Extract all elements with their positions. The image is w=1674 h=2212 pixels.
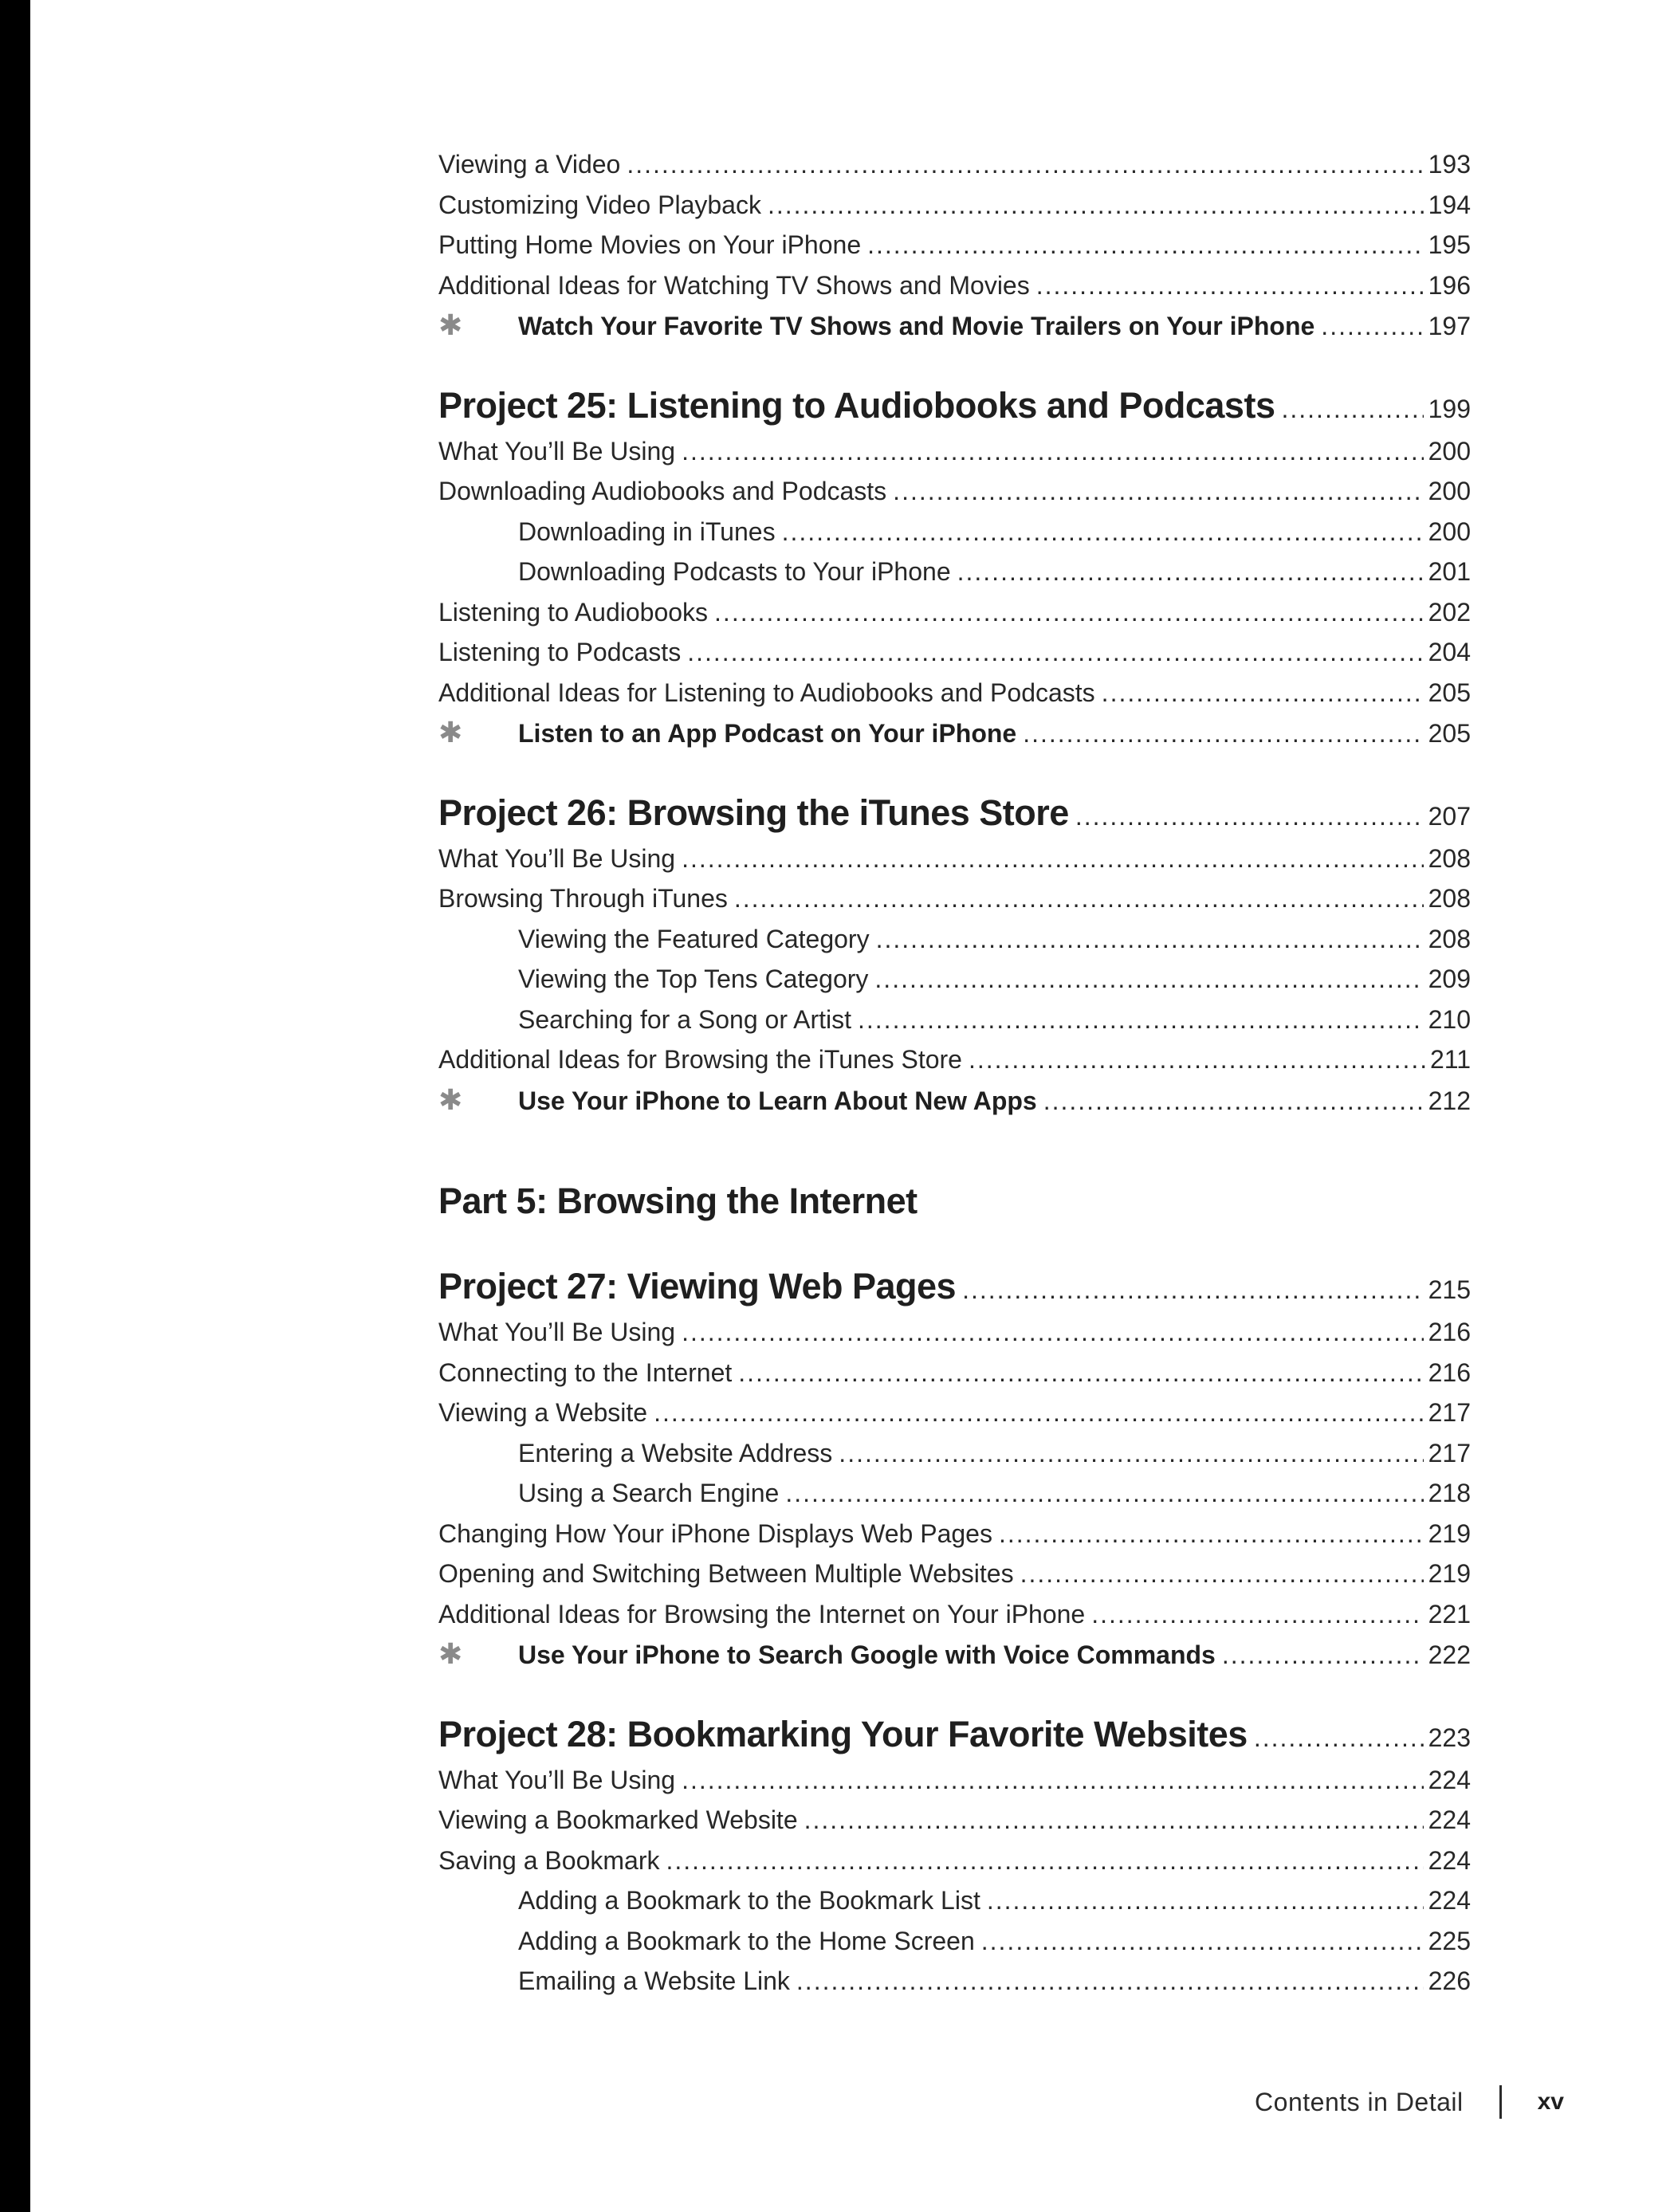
page-number: 204 bbox=[1428, 638, 1471, 666]
toc-subentry-label: Downloading in iTunes bbox=[518, 517, 776, 546]
dot-leader bbox=[687, 632, 1423, 673]
dot-leader bbox=[1091, 1594, 1423, 1635]
dot-leader bbox=[867, 225, 1424, 265]
toc-subentry bbox=[438, 552, 1471, 592]
toc-subentry bbox=[438, 1880, 1471, 1921]
toc-part-heading bbox=[438, 1176, 1471, 1227]
page-number: 208 bbox=[1428, 884, 1471, 913]
page-number: 200 bbox=[1428, 477, 1471, 505]
toc-entry-label: Browsing Through iTunes bbox=[438, 884, 728, 913]
toc-entry-label: Viewing a Website bbox=[438, 1398, 648, 1427]
toc-entry-label: Additional Ideas for Watching TV Shows and Movies bbox=[438, 270, 1030, 300]
toc-subentry-label: Emailing a Website Link bbox=[518, 1966, 790, 1995]
toc-entry bbox=[438, 878, 1471, 919]
toc-entry bbox=[438, 1353, 1471, 1393]
dot-leader bbox=[738, 1353, 1423, 1393]
dot-leader bbox=[981, 1921, 1424, 1962]
toc-entry-label: Listening to Podcasts bbox=[438, 638, 682, 666]
toc-entry bbox=[438, 185, 1471, 226]
toc-entry bbox=[438, 592, 1471, 633]
toc-subentry bbox=[438, 919, 1471, 960]
toc-entry-label: Opening and Switching Between Multiple Websites bbox=[438, 1559, 1014, 1588]
toc-entry-label: What You’ll Be Using bbox=[438, 843, 676, 873]
toc-project-heading-label: Project 26: Browsing the iTunes Store bbox=[438, 792, 1069, 833]
dot-leader bbox=[666, 1841, 1423, 1881]
toc-entry-label: Putting Home Movies on Your iPhone bbox=[438, 230, 862, 259]
dot-leader bbox=[768, 185, 1424, 226]
toc-entry-label: Downloading Audiobooks and Podcasts bbox=[438, 477, 887, 505]
toc-entry-label: Additional Ideas for Browsing the iTunes Store bbox=[438, 1045, 962, 1074]
page-number: 217 bbox=[1428, 1438, 1471, 1467]
toc-special-entry bbox=[438, 713, 1471, 753]
toc-subentry bbox=[438, 959, 1471, 1000]
dot-leader bbox=[785, 1473, 1423, 1514]
page-footer bbox=[1255, 2085, 1564, 2119]
toc-entry-label: Customizing Video Playback bbox=[438, 190, 761, 219]
page-edge-bar bbox=[0, 0, 30, 2212]
page-number: 202 bbox=[1428, 597, 1471, 627]
dot-leader bbox=[1075, 791, 1424, 842]
dot-leader bbox=[1254, 1712, 1424, 1763]
dot-leader bbox=[1023, 713, 1423, 754]
dot-leader bbox=[682, 431, 1424, 472]
dot-leader bbox=[782, 512, 1424, 552]
toc-entry bbox=[438, 1800, 1471, 1841]
dot-leader bbox=[1102, 673, 1424, 713]
toc-subentry-label: Viewing the Featured Category bbox=[518, 924, 870, 953]
dot-leader bbox=[682, 1760, 1424, 1801]
toc-entry-label: Listening to Audiobooks bbox=[438, 597, 709, 627]
page-number: 193 bbox=[1428, 150, 1471, 179]
toc-entry-label: Changing How Your iPhone Displays Web Pages bbox=[438, 1519, 992, 1548]
page-number: 200 bbox=[1428, 517, 1471, 546]
page-number: 224 bbox=[1428, 1886, 1471, 1915]
dot-leader bbox=[839, 1433, 1423, 1474]
asterisk-icon: ✱ bbox=[438, 308, 463, 341]
dot-leader bbox=[1281, 383, 1423, 434]
toc-subentry-label: Entering a Website Address bbox=[518, 1438, 833, 1467]
toc-entry-label: Additional Ideas for Browsing the Internet on Your iPhone bbox=[438, 1599, 1086, 1629]
toc-entry-label: What You’ll Be Using bbox=[438, 1765, 676, 1794]
table-of-contents bbox=[438, 144, 1471, 2002]
page-number: 209 bbox=[1428, 965, 1471, 993]
dot-leader bbox=[682, 1312, 1424, 1353]
dot-leader bbox=[682, 839, 1424, 879]
toc-subentry bbox=[438, 512, 1471, 552]
footer-page-number: xv bbox=[1537, 2088, 1564, 2115]
page-number: 201 bbox=[1428, 557, 1471, 586]
toc-entry-label: Viewing a Video bbox=[438, 150, 621, 179]
toc-entry bbox=[438, 632, 1471, 673]
toc-special-entry-label: Listen to an App Podcast on Your iPhone bbox=[518, 719, 1017, 748]
toc-entry bbox=[438, 1312, 1471, 1353]
toc-subentry bbox=[438, 1473, 1471, 1514]
dot-leader bbox=[1036, 265, 1424, 306]
dot-leader bbox=[969, 1039, 1425, 1080]
page-number: 224 bbox=[1428, 1805, 1471, 1834]
toc-subentry bbox=[438, 1961, 1471, 2002]
toc-project-heading bbox=[438, 788, 1471, 839]
page-number: 207 bbox=[1428, 801, 1471, 831]
toc-entry bbox=[438, 839, 1471, 879]
dot-leader bbox=[957, 552, 1424, 592]
toc-entry-label: What You’ll Be Using bbox=[438, 436, 676, 466]
page-number: 199 bbox=[1428, 394, 1471, 423]
page-number: 210 bbox=[1428, 1004, 1471, 1034]
dot-leader bbox=[796, 1961, 1424, 2002]
page-number: 211 bbox=[1429, 1045, 1471, 1074]
page-number: 208 bbox=[1428, 924, 1471, 953]
dot-leader bbox=[714, 592, 1424, 633]
toc-entry bbox=[438, 265, 1471, 306]
page-number: 216 bbox=[1428, 1318, 1471, 1346]
page-number: 225 bbox=[1428, 1926, 1471, 1955]
page-number: 215 bbox=[1428, 1275, 1471, 1304]
toc-entry bbox=[438, 1393, 1471, 1433]
dot-leader bbox=[1321, 306, 1423, 347]
page-number: 219 bbox=[1428, 1559, 1471, 1588]
toc-entry-label: Saving a Bookmark bbox=[438, 1845, 660, 1875]
toc-special-entry bbox=[438, 305, 1471, 346]
toc-special-entry bbox=[438, 1634, 1471, 1675]
toc-project-heading-label: Project 25: Listening to Audiobooks and Podcasts bbox=[438, 384, 1275, 426]
toc-entry-label: Viewing a Bookmarked Website bbox=[438, 1805, 798, 1834]
asterisk-icon: ✱ bbox=[438, 1637, 463, 1670]
dot-leader bbox=[1020, 1554, 1424, 1594]
dot-leader bbox=[1043, 1081, 1424, 1122]
toc-entry bbox=[438, 471, 1471, 512]
toc-part-heading-label: Part 5: Browsing the Internet bbox=[438, 1181, 918, 1221]
page-number: 218 bbox=[1428, 1479, 1471, 1507]
page-number: 196 bbox=[1428, 270, 1471, 300]
page-number: 212 bbox=[1428, 1086, 1471, 1115]
page-number: 208 bbox=[1428, 843, 1471, 873]
dot-leader bbox=[987, 1880, 1424, 1921]
page-number: 221 bbox=[1428, 1599, 1471, 1629]
page-number: 224 bbox=[1428, 1765, 1471, 1794]
dot-leader bbox=[1222, 1635, 1424, 1676]
footer-divider bbox=[1499, 2085, 1502, 2119]
page-number: 195 bbox=[1428, 230, 1471, 259]
toc-project-heading-label: Project 27: Viewing Web Pages bbox=[438, 1266, 957, 1306]
footer-section-label: Contents in Detail bbox=[1255, 2087, 1464, 2116]
toc-entry-label: Additional Ideas for Listening to Audiobooks and Podcasts bbox=[438, 678, 1095, 707]
toc-project-heading-label: Project 28: Bookmarking Your Favorite Websites bbox=[438, 1713, 1248, 1754]
dot-leader bbox=[858, 1000, 1424, 1040]
toc-entry bbox=[438, 1841, 1471, 1881]
toc-entry bbox=[438, 144, 1471, 185]
toc-entry bbox=[438, 673, 1471, 713]
page-number: 222 bbox=[1428, 1640, 1471, 1669]
toc-special-entry bbox=[438, 1080, 1471, 1121]
dot-leader bbox=[893, 471, 1423, 512]
page-number: 205 bbox=[1428, 719, 1471, 748]
dot-leader bbox=[874, 959, 1423, 1000]
toc-subentry-label: Using a Search Engine bbox=[518, 1479, 780, 1507]
toc-subentry-label: Searching for a Song or Artist bbox=[518, 1004, 851, 1034]
page-number: 216 bbox=[1428, 1357, 1471, 1387]
page-number: 197 bbox=[1428, 312, 1471, 340]
toc-project-heading bbox=[438, 1261, 1471, 1312]
page-number: 217 bbox=[1428, 1398, 1471, 1427]
dot-leader bbox=[876, 919, 1424, 960]
toc-entry bbox=[438, 1039, 1471, 1080]
toc-subentry-label: Downloading Podcasts to Your iPhone bbox=[518, 557, 951, 586]
toc-subentry bbox=[438, 1000, 1471, 1040]
toc-entry-label: What You’ll Be Using bbox=[438, 1318, 676, 1346]
toc-subentry bbox=[438, 1433, 1471, 1474]
toc-entry-label: Connecting to the Internet bbox=[438, 1357, 733, 1387]
dot-leader bbox=[734, 878, 1424, 919]
toc-project-heading bbox=[438, 380, 1471, 431]
page-number: 224 bbox=[1428, 1845, 1471, 1875]
toc-subentry-label: Adding a Bookmark to the Bookmark List bbox=[518, 1886, 980, 1915]
toc-entry bbox=[438, 431, 1471, 472]
page-number: 223 bbox=[1428, 1723, 1471, 1752]
dot-leader bbox=[654, 1393, 1424, 1433]
toc-special-entry-label: Use Your iPhone to Search Google with Voice Commands bbox=[518, 1640, 1216, 1669]
toc-entry bbox=[438, 1594, 1471, 1635]
page-number: 200 bbox=[1428, 436, 1471, 466]
toc-special-entry-label: Watch Your Favorite TV Shows and Movie Trailers on Your iPhone bbox=[518, 312, 1315, 340]
toc-entry bbox=[438, 1514, 1471, 1554]
page-number: 205 bbox=[1428, 678, 1471, 707]
toc-subentry bbox=[438, 1921, 1471, 1962]
page-number: 194 bbox=[1428, 190, 1471, 219]
dot-leader bbox=[999, 1514, 1424, 1554]
dot-leader bbox=[627, 144, 1423, 185]
asterisk-icon: ✱ bbox=[438, 1082, 463, 1116]
toc-entry bbox=[438, 225, 1471, 265]
dot-leader bbox=[804, 1800, 1424, 1841]
toc-subentry-label: Viewing the Top Tens Category bbox=[518, 965, 869, 993]
page-number: 226 bbox=[1428, 1966, 1471, 1995]
dot-leader bbox=[962, 1264, 1424, 1315]
toc-entry bbox=[438, 1760, 1471, 1801]
toc-entry bbox=[438, 1554, 1471, 1594]
toc-subentry-label: Adding a Bookmark to the Home Screen bbox=[518, 1926, 975, 1955]
page-number: 219 bbox=[1428, 1519, 1471, 1548]
toc-project-heading bbox=[438, 1709, 1471, 1760]
asterisk-icon: ✱ bbox=[438, 716, 463, 748]
toc-special-entry-label: Use Your iPhone to Learn About New Apps bbox=[518, 1086, 1037, 1115]
